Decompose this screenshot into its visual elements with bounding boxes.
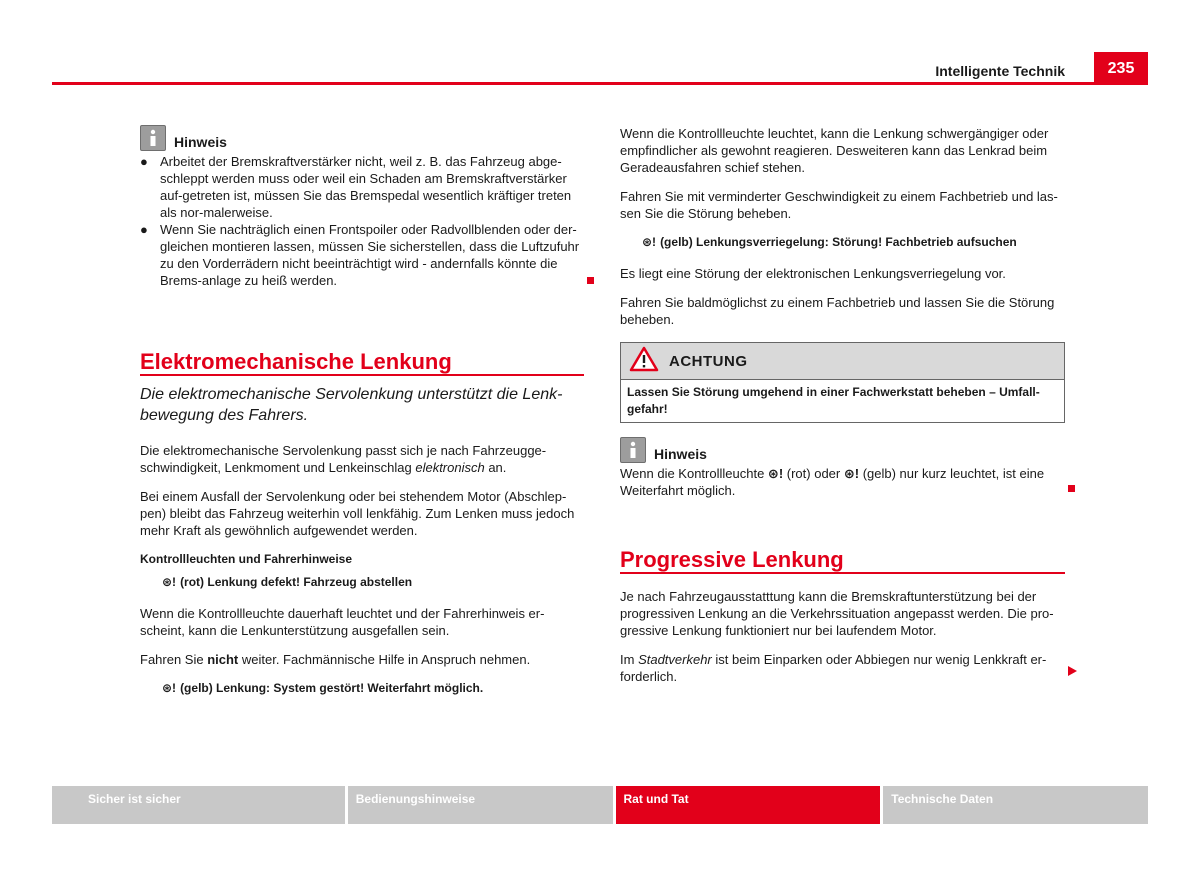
section-title: Progressive Lenkung [620,551,1065,574]
achtung-text: Lassen Sie Störung umgehend in einer Fachwerkstatt beheben – Umfall-gefahr! [627,385,1040,416]
steering-warning-icon: ⊛! [843,466,860,481]
paragraph: Die elektromechanische Servolenkung passt sich je nach Fahrzeugge-schwindigkeit, Lenkmoment und Lenkeinschlag elektronisch an. [140,443,547,475]
hinweis-header [140,125,584,151]
lead-text: Die elektromechanische Servolenkung unterstützt die Lenk-bewegung des Fahrers. [140,386,563,424]
bullet-icon: ● [140,222,148,237]
achtung-title: ACHTUNG [669,352,748,370]
paragraph: Fahren Sie baldmöglichst zu einem Fachbetrieb und lassen Sie die Störung beheben. [620,295,1055,327]
warning-line-red: ⊛! (rot) Lenkung defekt! Fahrzeug abstellen [162,575,413,589]
achtung-header [621,343,1064,380]
info-icon [620,437,646,463]
tab-sicher-ist-sicher[interactable]: Sicher ist sicher [52,786,345,824]
section-end-icon [587,277,594,284]
warning-line-yellow: ⊛! (gelb) Lenkungsverriegelung: Störung! Fachbetrieb aufsuchen [642,235,1017,249]
chapter-title: Intelligente Technik [935,63,1065,79]
tab-bedienungshinweise[interactable]: Bedienungshinweise [348,786,613,824]
paragraph: Bei einem Ausfall der Servolenkung oder bei stehendem Motor (Abschlep-pen) bleibt das Fahrzeug weiterhin voll lenkfähig. Zum Lenken muss jedoch mehr Kraft als gewöhnlich aufgewendet werden. [140,489,575,538]
steering-warning-icon: ⊛! [162,681,177,695]
list-item: ● Wenn Sie nachträglich einen Frontspoiler oder Radvollblenden oder der-gleichen montieren lassen, müssen Sie sicherstellen, dass die Luftzufuhr zu den Vorderrädern nicht beeinträchtigt wird - andernfalls könnte die Brems-anlage zu heiß werden. [140,222,580,288]
paragraph: Fahren Sie mit verminderter Geschwindigkeit zu einem Fachbetrieb und las-sen Sie die Störung beheben. [620,189,1058,221]
footer-nav [52,786,1148,824]
paragraph: Im Stadtverkehr ist beim Einparken oder Abbiegen nur wenig Lenkkraft er-forderlich. [620,651,1065,685]
header-rule [52,82,1148,85]
right-column [620,125,1065,697]
section-title: Elektromechanische Lenkung [140,353,584,376]
paragraph: Wenn die Kontrollleuchte dauerhaft leuchtet und der Fahrerhinweis er-scheint, kann die Lenkunterstützung ausgefallen sein. [140,606,545,638]
page-number: 235 [1094,52,1148,85]
subheading: Kontrollleuchten und Fahrerhinweise [140,552,353,566]
list-item: ● Arbeitet der Bremskraftverstärker nicht, weil z. B. das Fahrzeug abge-schleppt werden muss oder weil ein Schaden am Bremskraftverstärker auf-getreten ist, müssen Sie das Bremspedal wesentlich kräftiger treten als nor-malerweise. [140,154,572,220]
hinweis-header [620,437,1065,463]
hinweis-title: Hinweis [174,134,227,150]
section-end-icon [1068,485,1075,492]
steering-warning-icon: ⊛! [767,466,784,481]
warning-line-yellow: ⊛! (gelb) Lenkung: System gestört! Weiterfahrt möglich. [162,681,484,695]
paragraph: Es liegt eine Störung der elektronischen Lenkungsverriegelung vor. [620,266,1006,281]
paragraph: Fahren Sie nicht weiter. Fachmännische Hilfe in Anspruch nehmen. [140,652,531,667]
steering-warning-icon: ⊛! [162,575,177,589]
info-icon [140,125,166,151]
tab-rat-und-tat[interactable]: Rat und Tat [616,786,881,824]
tab-technische-daten[interactable]: Technische Daten [883,786,1148,824]
achtung-box [620,342,1065,423]
paragraph: Wenn die Kontrollleuchte leuchtet, kann die Lenkung schwergängiger oder empfindlicher als gewohnt reagieren. Desweiteren kann das Lenkrad beim Geradeausfahren schief stehen. [620,126,1049,175]
hinweis-title: Hinweis [654,446,707,462]
continue-arrow-icon [1068,663,1077,680]
paragraph: Je nach Fahrzeugausstatttung kann die Bremskraftunterstützung bei der progressiven Lenkung an die Verkehrssituation angepasst werden. Die pro-gressive Lenkung funktioniert nur bei laufendem Motor. [620,589,1054,638]
steering-lock-warning-icon: ⊛! [642,235,657,249]
bullet-icon: ● [140,154,148,169]
paragraph: Wenn die Kontrollleuchte ⊛! (rot) oder ⊛! (gelb) nur kurz leuchtet, ist eine Weiterfahrt möglich. [620,465,1065,499]
warning-triangle-icon [629,346,659,376]
left-column [140,125,584,711]
